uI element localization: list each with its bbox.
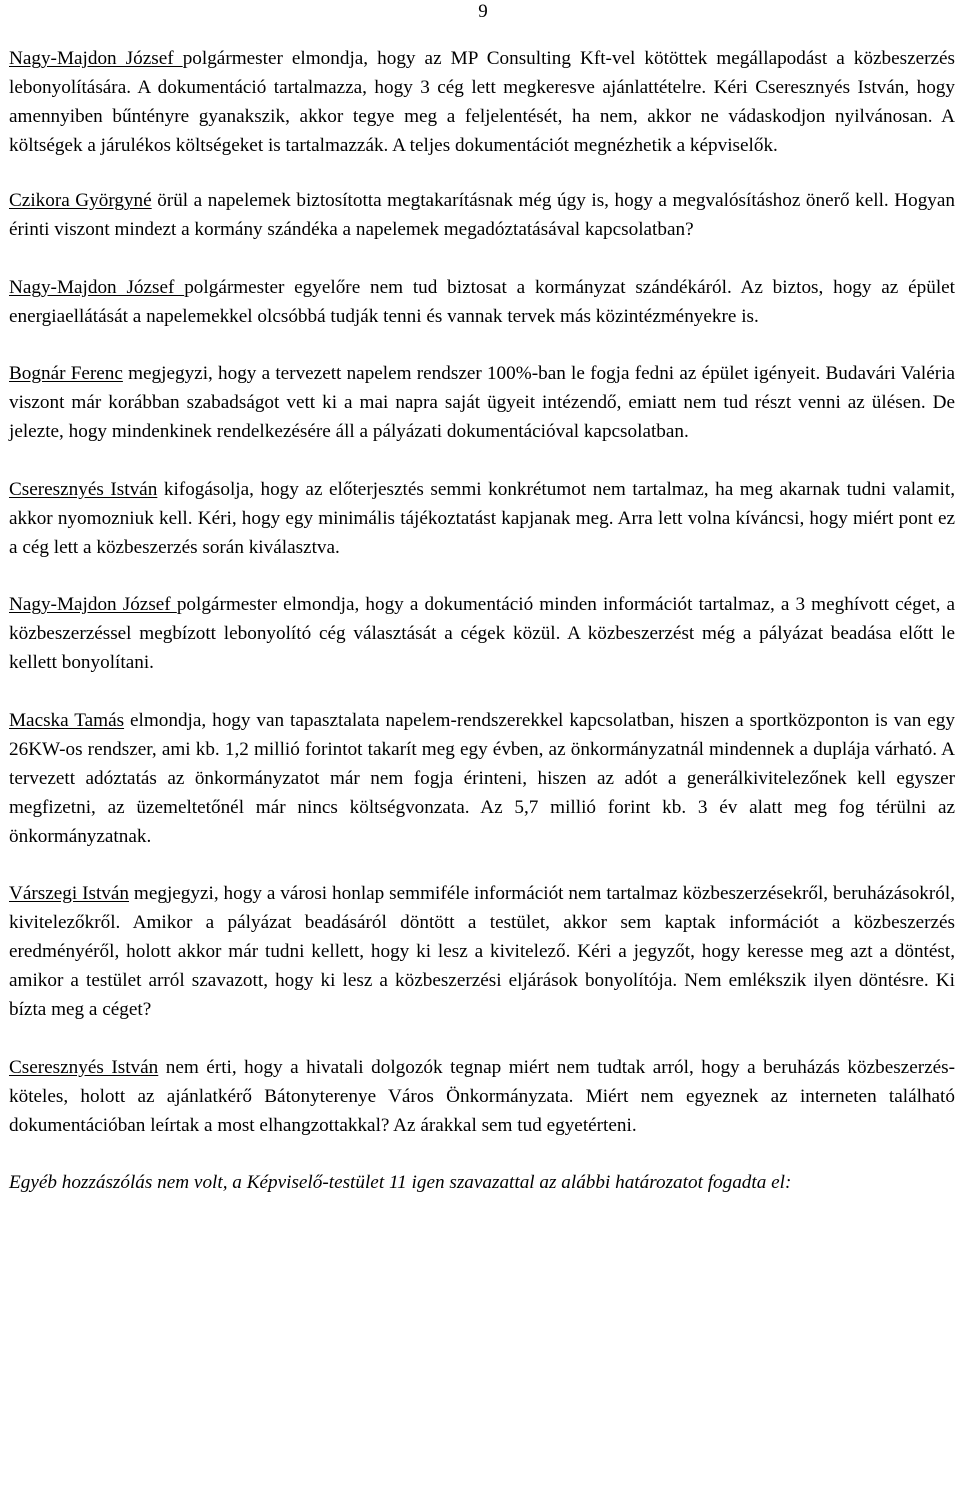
speaker-name: Czikora Györgyné	[9, 190, 152, 211]
page-number: 9	[478, 1, 488, 22]
speaker-name: Cseresznyés István	[9, 478, 158, 500]
speaker-name: Várszegi István	[9, 883, 129, 904]
paragraph-text: megjegyzi, hogy a városi honlap semmiféle információt nem tartalmaz közbeszerzésekről, beruházásokról, kivitelezőkről. Amikor a pályázat beadásáról döntött a testület, akkor sem kaptak információt a közbeszerzés eredményéről, holott akkor már tudni kellett, hogy ki lesz a kivitelező. Kéri a jegyzőt, hogy keresse meg azt a döntést, amikor a testület arról szavazott, hogy ki lesz a közbeszerzési eljárások bonyolítója. Nem emlékszik ilyen döntésre. Ki bízta meg a céget?	[9, 883, 955, 1020]
document-body	[9, 44, 955, 1226]
paragraph-text: nem érti, hogy a hivatali dolgozók tegnap miért nem tudtak arról, hogy a beruházás közbeszerzés-köteles, holott az ajánlatkérő Bátonyterenye Város Önkormányzata. Miért nem egyeznek az interneten található dokumentációban leírtak a most elhangzottakkal? Az árakkal sem tud egyetérteni.	[9, 1056, 955, 1136]
paragraph-2	[9, 186, 955, 244]
speaker-name: Bognár Ferenc	[9, 363, 123, 384]
paragraph-text: polgármester elmondja, hogy az MP Consulting Kft-vel kötöttek megállapodást a közbeszerzés lebonyolítására. A dokumentáció tartalmazza, hogy 3 cég lett megkeresve ajánlattételre. Kéri Cseresznyés István, hogy amennyiben bűntényre gyanakszik, akkor tegye meg a feljelentését, ha nem, akkor ne vádaskodjon nyilvánosan. A költségek a járulékos költségeket is tartalmazzák. A teljes dokumentációt megnézhetik a képviselők.	[9, 48, 955, 156]
paragraph-text: kifogásolja, hogy az előterjesztés semmi konkrétumot nem tartalmaz, ha meg akarnak tudni valamit, akkor nyomozniuk kell. Kéri, hogy egy minimális tájékoztatást kapjanak meg. Arra lett volna kíváncsi, hogy miért pont ez a cég lett a közbeszerzés során kiválasztva.	[9, 478, 956, 558]
paragraph-text: elmondja, hogy van tapasztalata napelem-rendszerekkel kapcsolatban, hiszen a sportközponton is van egy 26KW-os rendszer, ami kb. 1,2 millió forintot takarít meg egy évben, az önkormányzatnál mindennek a duplája várható. A tervezett adóztatás az önkormányzatot már nem fogja érinteni, hiszen az adót a generálkivitelezőnek kell egyszer megfizetni, az üzemeltetőnél már nincs költségvonzata. Az 5,7 millió forint kb. 3 év alatt meg fog térülni az önkormányzatnak.	[9, 709, 955, 847]
paragraph-text: polgármester egyelőre nem tud biztosat a kormányzat szándékáról. Az biztos, hogy az épület energiaellátását a napelemekkel olcsóbbá tudják tenni és vannak tervek más közintézményekre is.	[9, 276, 955, 327]
paragraph-7	[9, 706, 955, 851]
paragraph-4	[9, 359, 955, 446]
paragraph-1	[9, 44, 955, 160]
paragraph-6	[9, 590, 955, 677]
speaker-name: Cseresznyés István	[9, 1056, 159, 1078]
speaker-name: Macska Tamás	[9, 709, 125, 731]
paragraph-text: megjegyzi, hogy a tervezett napelem rendszer 100%-ban le fogja fedni az épület igényeit. Budavári Valéria viszont már korábban szabadságot vett ki a mai napra saját ügyeit intézendő, emiatt nem tud részt venni az ülésen. De jelezte, hogy mindenkinek rendelkezésére áll a pályázati dokumentációval kapcsolatban.	[9, 363, 955, 442]
paragraph-8	[9, 879, 955, 1024]
speaker-name: Nagy-Majdon József	[9, 48, 183, 69]
paragraph-9	[9, 1053, 955, 1140]
closing-statement: Egyéb hozzászólás nem volt, a Képviselő-testület 11 igen szavazattal az alábbi határozatot fogadta el:	[9, 1172, 792, 1193]
paragraph-5	[9, 475, 955, 562]
speaker-name: Nagy-Majdon József	[9, 276, 185, 298]
paragraph-text: örül a napelemek biztosította megtakarításnak még úgy is, hogy a megvalósításhoz önerő kell. Hogyan érinti viszont mindezt a kormány szándéka a napelemek megadóztatásával kapcsolatban?	[9, 190, 955, 240]
paragraph-3	[9, 273, 955, 331]
speaker-name: Nagy-Majdon József	[9, 594, 177, 615]
paragraph-text: polgármester elmondja, hogy a dokumentáció minden információt tartalmaz, a 3 meghívott céget, a közbeszerzéssel megbízott lebonyolító cég választását a cégek közül. A közbeszerzést még a pályázat beadása előtt le kellett bonyolítani.	[9, 594, 955, 673]
